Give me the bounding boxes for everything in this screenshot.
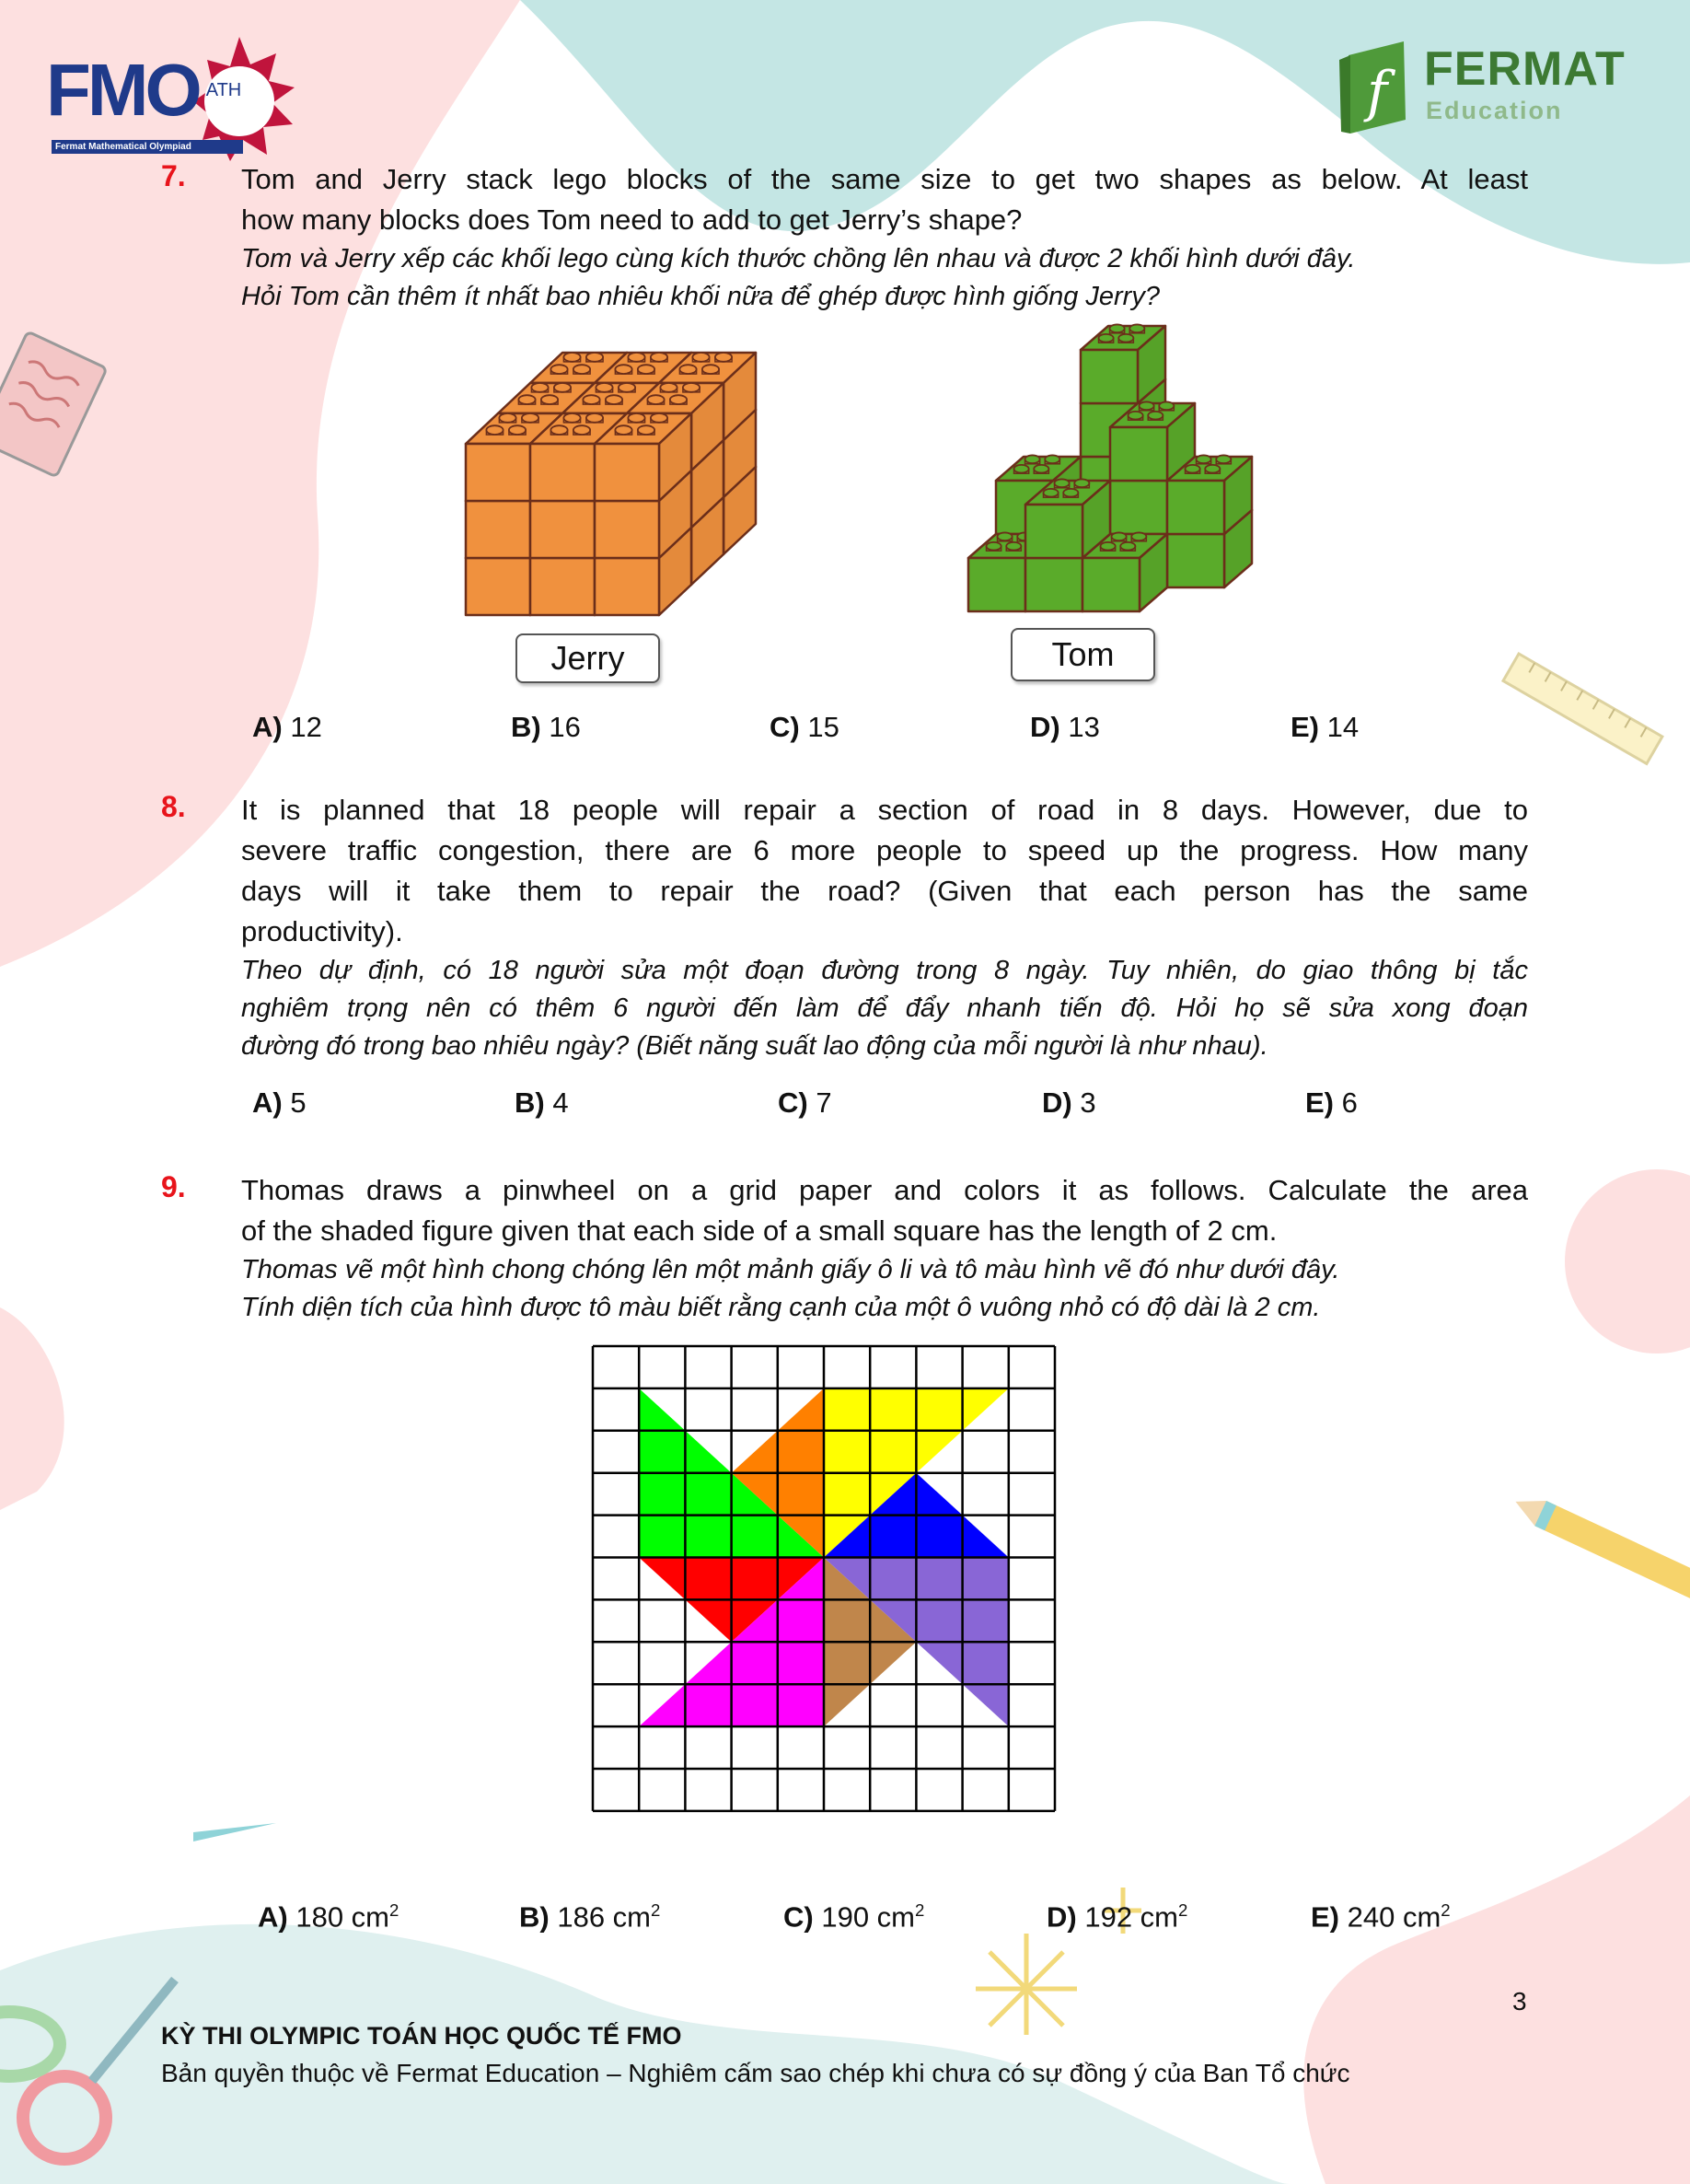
lego-stud <box>586 353 603 362</box>
lego-stud <box>554 383 571 392</box>
lego-stud <box>522 413 538 423</box>
option-letter: C) <box>778 1086 808 1119</box>
option-letter: C) <box>783 1900 814 1934</box>
fermat-logo-subtitle: Education <box>1426 97 1563 124</box>
question-text-en-line: how many blocks does Tom need to add to get Jerry’s shape? <box>241 203 1023 236</box>
lego-stud <box>651 353 667 362</box>
option-exponent: 2 <box>1441 1900 1451 1920</box>
lego-stud <box>1159 401 1174 410</box>
lego-stud <box>550 365 567 374</box>
option-c[interactable] <box>783 1900 924 1934</box>
question-text-vi-line: Tính diện tích của hình được tô màu biết rằng cạnh của một ô vuông nhỏ có độ dài là 2 cm. <box>241 1293 1321 1322</box>
option-b[interactable] <box>519 1900 660 1934</box>
lego-stud <box>628 353 644 362</box>
lego-stud <box>1014 465 1029 473</box>
lego-block <box>1081 324 1165 403</box>
option-e[interactable] <box>1305 1086 1358 1120</box>
jerry-label: Jerry <box>515 633 660 683</box>
teal-band-bottom <box>0 1924 1289 2184</box>
lego-stud <box>1045 455 1059 463</box>
lego-stud <box>1025 455 1040 463</box>
option-letter: A) <box>252 711 283 743</box>
lego-stud <box>670 395 687 404</box>
lego-stud <box>1205 465 1220 473</box>
fermat-book-icon <box>1339 41 1413 134</box>
lego-stud <box>509 425 526 435</box>
option-exponent: 2 <box>915 1900 925 1920</box>
option-value: 180 cm <box>295 1900 390 1934</box>
option-letter: C) <box>770 711 800 743</box>
option-letter: E) <box>1291 711 1319 743</box>
lego-stud <box>715 353 732 362</box>
option-letter: B) <box>511 711 541 743</box>
option-value: 240 cm <box>1347 1900 1441 1934</box>
lego-stud <box>1140 401 1154 410</box>
footer-copyright: Bản quyền thuộc về Fermat Education – Nghiêm cấm sao chép khi chưa có sự đồng ý của Ban Tổ chức <box>161 2059 1350 2087</box>
lego-stud <box>541 395 558 404</box>
option-exponent: 2 <box>651 1900 661 1920</box>
lego-stud <box>1006 542 1021 551</box>
pink-blob-bottom-right <box>1303 1795 1690 2184</box>
lego-stud <box>683 383 700 392</box>
option-value: 192 cm <box>1084 1900 1179 1934</box>
lego-stud <box>531 383 548 392</box>
lego-stud <box>638 425 654 435</box>
option-letter: E) <box>1311 1900 1339 1934</box>
question-text-en-line: Tom and Jerry stack lego blocks of the same size to get two shapes as below. At least <box>241 163 1528 195</box>
option-letter: D) <box>1042 1086 1072 1119</box>
option-d[interactable] <box>1042 1086 1096 1120</box>
question-text-en-line: severe traffic congestion, there are 6 more people to speed up the progress. How many <box>241 834 1528 866</box>
option-value: 4 <box>552 1086 569 1119</box>
lego-stud <box>1120 542 1135 551</box>
option-value: 7 <box>816 1086 832 1119</box>
lego-stud <box>615 425 631 435</box>
option-letter: E) <box>1305 1086 1334 1119</box>
lego-stud <box>1110 324 1125 332</box>
question-text <box>241 790 1528 1065</box>
option-value: 5 <box>290 1086 307 1119</box>
question-number: 8. <box>161 790 186 823</box>
option-value: 186 cm <box>557 1900 652 1934</box>
question-text-vi-line: Hỏi Tom cần thêm ít nhất bao nhiêu khối nữa để ghép được hình giống Jerry? <box>241 282 1160 311</box>
option-letter: D) <box>1030 711 1060 743</box>
teal-triangle-decoration <box>193 1823 276 1841</box>
lego-stud <box>1112 532 1127 540</box>
lego-stud <box>1186 465 1200 473</box>
option-value: 190 cm <box>821 1900 916 1934</box>
lego-stud <box>499 413 515 423</box>
option-value: 13 <box>1068 711 1100 743</box>
option-value: 3 <box>1080 1086 1096 1119</box>
lego-stud <box>586 413 603 423</box>
option-e[interactable] <box>1311 1900 1451 1934</box>
lego-stud <box>679 365 696 374</box>
lego-stud <box>987 542 1001 551</box>
option-letter: D) <box>1047 1900 1077 1934</box>
option-a[interactable] <box>258 1900 399 1934</box>
option-value: 15 <box>807 711 839 743</box>
option-value: 14 <box>1326 711 1360 743</box>
lego-stud <box>998 532 1013 540</box>
option-value: 16 <box>549 711 581 743</box>
lego-stud <box>638 365 654 374</box>
fmo-logo <box>46 37 295 161</box>
option-a[interactable] <box>252 1086 307 1120</box>
lego-stud <box>573 365 590 374</box>
lego-stud <box>1129 324 1144 332</box>
option-exponent: 2 <box>1178 1900 1188 1920</box>
option-b[interactable] <box>511 711 581 744</box>
lego-stud <box>660 383 677 392</box>
option-d[interactable] <box>1030 711 1100 744</box>
question-text-vi-line: đường đó trong bao nhiêu ngày? (Biết năng suất lao động của mỗi người là như nhau). <box>241 1031 1268 1061</box>
option-a[interactable] <box>252 711 322 744</box>
lego-stud <box>651 413 667 423</box>
option-value: 12 <box>290 711 322 743</box>
lego-stud <box>1034 465 1048 473</box>
fermat-logo-title: FERMAT <box>1424 42 1626 96</box>
option-d[interactable] <box>1047 1900 1187 1934</box>
question-number: 7. <box>161 159 186 192</box>
lego-figures <box>442 322 1289 635</box>
option-letter: A) <box>252 1086 283 1119</box>
pinwheel-grid <box>589 1342 1059 1816</box>
fermat-education-logo <box>1339 41 1643 134</box>
lego-stud <box>1044 489 1059 497</box>
tom-label: Tom <box>1011 628 1155 681</box>
fmo-logo-row <box>46 48 241 133</box>
ruler-icon <box>1503 654 1662 763</box>
jerry-lego-shape <box>466 353 756 615</box>
footer-title: KỲ THI OLYMPIC TOÁN HỌC QUỐC TẾ FMO <box>161 2022 682 2050</box>
question-text <box>241 1170 1528 1327</box>
option-c[interactable] <box>778 1086 832 1120</box>
lego-stud <box>692 353 709 362</box>
fmo-logo-subtext: ATH <box>205 79 242 100</box>
option-letter: A) <box>258 1900 288 1934</box>
option-letter: B) <box>519 1900 550 1934</box>
lego-stud <box>550 425 567 435</box>
pencil-icon <box>1510 1489 1690 1603</box>
lego-stud <box>1055 479 1070 487</box>
lego-stud <box>583 395 599 404</box>
lego-stud <box>1131 532 1146 540</box>
question-text-en-line: productivity). <box>241 915 403 947</box>
lego-stud <box>596 383 612 392</box>
fmo-logo-caption: Fermat Mathematical Olympiad <box>52 140 243 154</box>
lego-stud <box>702 365 719 374</box>
question-number: 9. <box>161 1170 186 1203</box>
question-text-vi-line: Thomas vẽ một hình chong chóng lên một mảnh giấy ô li và tô màu hình vẽ đó như dưới đây. <box>241 1255 1340 1284</box>
option-exponent: 2 <box>389 1900 399 1920</box>
lego-stud <box>1099 334 1114 343</box>
question-text-en-line: days will it take them to repair the road? (Given that each person has the same <box>241 875 1528 907</box>
lego-stud <box>1216 455 1231 463</box>
pink-blob-left <box>0 1307 64 1510</box>
tom-lego-shape <box>968 324 1252 611</box>
option-b[interactable] <box>515 1086 569 1120</box>
question-text <box>241 159 1528 316</box>
option-c[interactable] <box>770 711 839 744</box>
question-text-en-line: It is planned that 18 people will repair a section of road in 8 days. However, due to <box>241 794 1528 826</box>
lego-stud <box>1063 489 1078 497</box>
svg-text:f: f <box>1367 60 1388 124</box>
lego-stud <box>573 425 590 435</box>
option-letter: B) <box>515 1086 545 1119</box>
question-text-en-line: Thomas draws a pinwheel on a grid paper and colors it as follows. Calculate the area <box>241 1174 1528 1206</box>
pink-blob-right <box>1565 1169 1690 1353</box>
lego-stud <box>563 353 580 362</box>
lego-stud <box>1074 479 1089 487</box>
question-text-vi-line: nghiêm trọng nên có thêm 6 người đến làm để đẩy nhanh tiến độ. Hỏi họ sẽ sửa xong đoạn <box>241 993 1528 1023</box>
lego-stud <box>1101 542 1116 551</box>
lego-stud <box>606 395 622 404</box>
lego-stud <box>563 413 580 423</box>
option-e[interactable] <box>1291 711 1359 744</box>
lego-stud <box>486 425 503 435</box>
lego-stud <box>1129 412 1143 420</box>
lego-stud <box>518 395 535 404</box>
question-text-vi-line: Theo dự định, có 18 người sửa một đoạn đường trong 8 ngày. Tuy nhiên, do giao thông bị tắc <box>241 956 1528 985</box>
lego-stud <box>1118 334 1133 343</box>
page-number: 3 <box>1512 1987 1527 2016</box>
lego-stud <box>1197 455 1211 463</box>
lego-stud <box>615 365 631 374</box>
question-text-en-line: of the shaded figure given that each side of a small square has the length of 2 cm. <box>241 1214 1278 1247</box>
lego-stud <box>619 383 635 392</box>
fmo-logo-text: FMO <box>46 49 199 131</box>
option-value: 6 <box>1341 1086 1358 1119</box>
question-text-vi-line: Tom và Jerry xếp các khối lego cùng kích thước chồng lên nhau và được 2 khối hình dưới đây. <box>241 244 1356 273</box>
lego-stud <box>647 395 664 404</box>
lego-stud <box>1148 412 1163 420</box>
lego-stud <box>628 413 644 423</box>
